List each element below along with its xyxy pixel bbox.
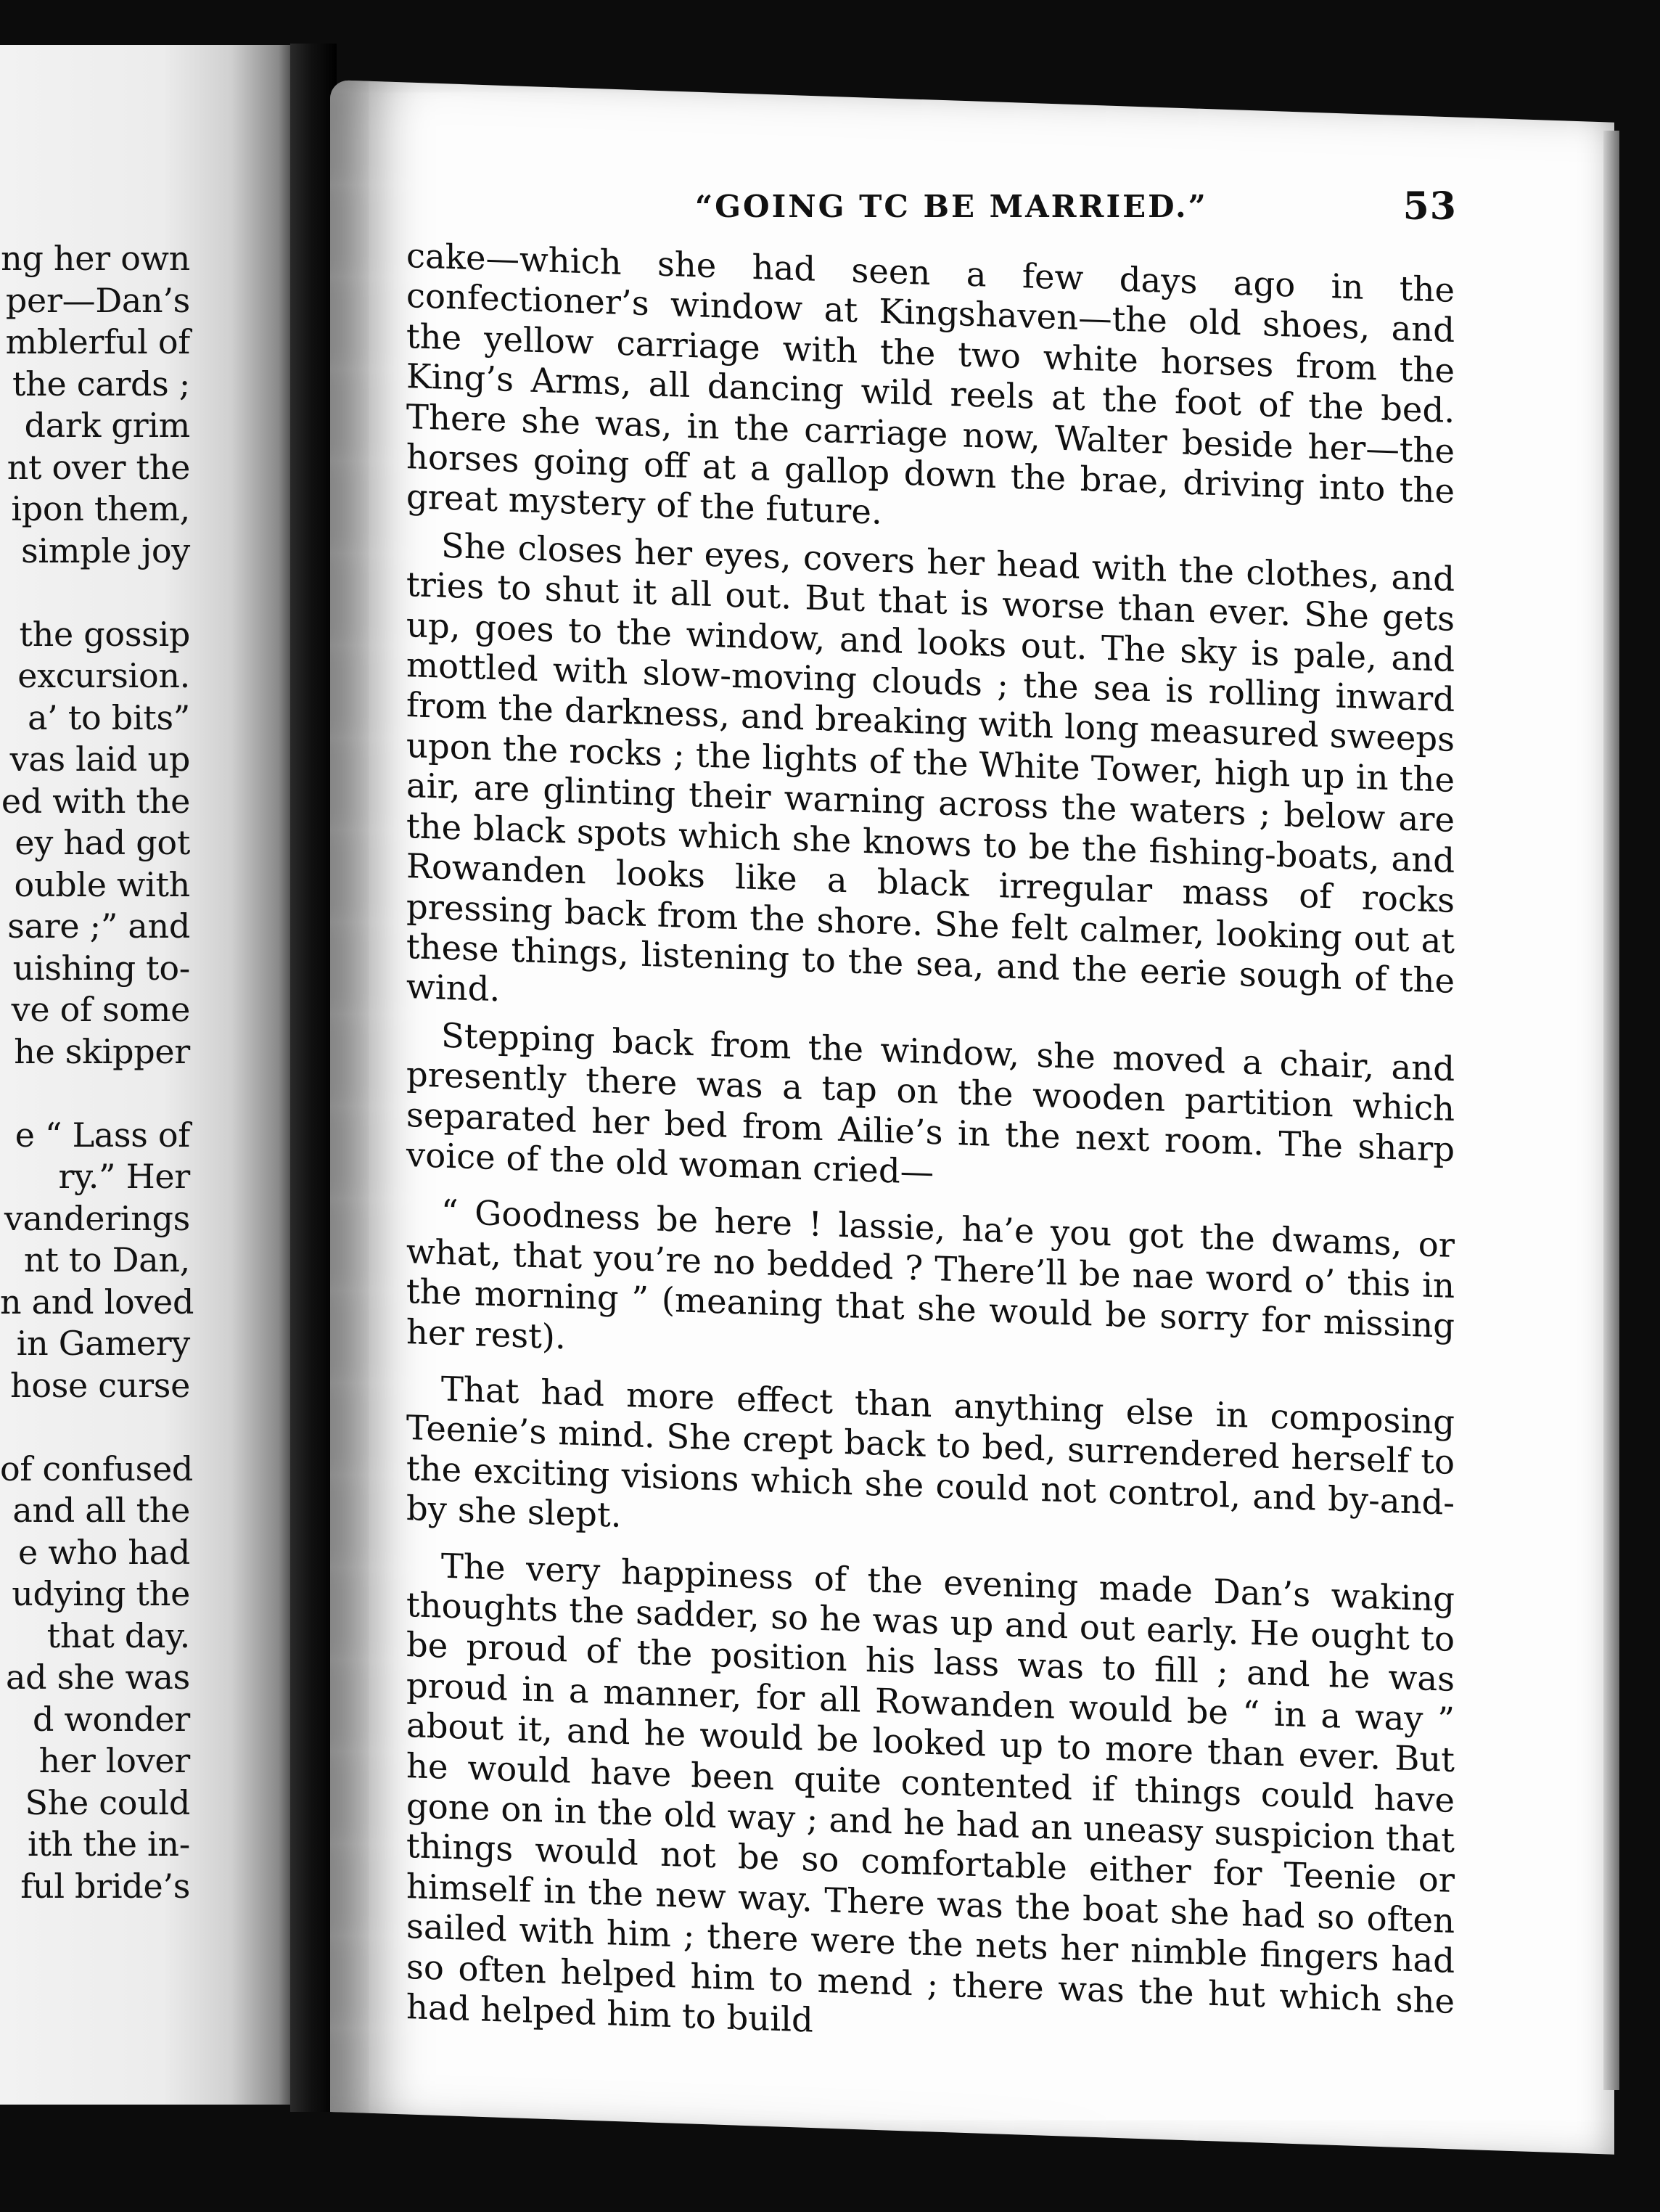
paragraph: That had more effect than anything else in composing Teenie’s mind. She crept back to bed, surrendered herself to the exciting visions which she could not control, and by-and-by she slept.	[406, 1369, 1455, 1536]
facing-page-line	[0, 572, 190, 614]
facing-page-line: ve of some	[11, 990, 190, 1029]
facing-page-line: ouble with	[14, 864, 190, 904]
facing-page-line: d wonder	[32, 1699, 190, 1739]
facing-page-line: ipon them,	[11, 489, 190, 528]
facing-page-line: e “ Lass of	[15, 1115, 190, 1155]
facing-page-line: the gossip	[19, 614, 190, 654]
facing-page-line: dark grim	[24, 406, 190, 445]
paragraph: “ Goodness be here ! lassie, ha’e you got the dwams, or what, that you’re no bedded ? There’ll be nae word o’ this in the morning ” (meaning that she would be sorry for missing her rest).	[406, 1192, 1455, 1356]
facing-page-line: ful bride’s	[20, 1866, 190, 1906]
facing-page-line: ey had got	[15, 823, 190, 862]
facing-page-line: of confused	[0, 1449, 194, 1488]
facing-page-line: a’ to bits”	[28, 697, 190, 737]
facing-page-line: sare ;” and	[7, 906, 190, 946]
facing-page-line: nt over the	[7, 447, 190, 487]
facing-page-line: ad she was	[6, 1658, 190, 1697]
running-head: “GOING TC BE MARRIED.”	[695, 189, 1208, 224]
facing-page-line: ith the in-	[28, 1824, 190, 1864]
facing-page-line: vanderings	[4, 1198, 190, 1238]
facing-page-line: simple joy	[21, 531, 190, 570]
page-body	[406, 236, 1455, 2069]
facing-page-line: udying the	[12, 1574, 190, 1613]
facing-page-line: n and loved	[0, 1282, 194, 1322]
facing-page-line	[0, 1073, 190, 1115]
paragraph: cake—which she had seen a few days ago in the confectioner’s window at Kingshaven—the old shoes, and the yellow carriage with the two white horses from the King’s Arms, all dancing wild reels at the foot of the bed. There she was, in the carriage now, Walter beside her—the horses going off at a gallop down the brae, driving into the great mystery of the future.	[406, 236, 1455, 533]
paragraph: She closes her eyes, covers her head with the clothes, and tries to shut it all out. But that is worse than ever. She gets up, goes to the window, and looks out. The sky is pale, and mottled with slow-moving clouds ; the sea is rolling inward from the darkness, and breaking with long measured sweeps upon the rocks ; the lights of the White Tower, high up in the air, are glinting their warning across the waters ; below are the black spots which she knows to be the fishing-boats, and Rowanden looks like a black irregular mass of rocks pressing back from the shore. She felt calmer, looking out at these things, listening to the sea, and the eerie sough of the wind.	[406, 525, 1455, 1009]
paragraph: Stepping back from the window, she moved a chair, and presently there was a tap on the wooden partition which separated her bed from Ailie’s in the next room. The sharp voice of the old woman cried—	[406, 1015, 1455, 1192]
facing-page-line: nt to Dan,	[23, 1240, 190, 1279]
facing-page-line: excursion.	[17, 656, 190, 695]
facing-page-line: She could	[25, 1782, 190, 1822]
facing-page-line: ry.” Her	[58, 1157, 190, 1196]
facing-page-line: mblerful of	[5, 322, 190, 361]
facing-page-line: hose curse	[10, 1365, 190, 1405]
facing-page-line: uishing to-	[12, 948, 190, 988]
facing-page-line: per—Dan’s	[5, 280, 190, 320]
facing-page-line: the cards ;	[12, 364, 190, 404]
facing-page-text	[0, 238, 194, 1907]
page-number: 53	[1402, 184, 1457, 229]
facing-page-line: in Gamery	[16, 1324, 190, 1363]
facing-page-line: and all the	[12, 1491, 190, 1530]
facing-page-line: vas laid up	[9, 740, 190, 779]
facing-page-line: her lover	[38, 1741, 190, 1780]
page-edge	[1603, 131, 1619, 2090]
paragraph: The very happiness of the evening made Dan’s waking thoughts the sadder, so he was up and out early. He ought to be proud of the position his lass was to fill ; and he was proud in a manner, for all Rowanden would be “ in a way ” about it, and he would be looked up to more than ever. But he would have been quite contented if things could have gone on in the old way ; and he had an uneasy suspicion that things would not be so comfortable either for Teenie or himself in the new way. There was the boat she had so often sailed with him ; there were the nets her nimble fingers had so often helped him to mend ; there was the hut which she had helped him to build	[406, 1546, 1455, 2040]
facing-page-line: e who had	[18, 1532, 190, 1572]
facing-page-line: he skipper	[14, 1031, 190, 1071]
facing-page	[0, 45, 296, 2105]
facing-page-line: ng her own	[1, 239, 190, 278]
facing-page-line: that day.	[46, 1615, 190, 1655]
facing-page-line	[0, 1406, 190, 1449]
facing-page-line: ed with the	[1, 781, 190, 821]
